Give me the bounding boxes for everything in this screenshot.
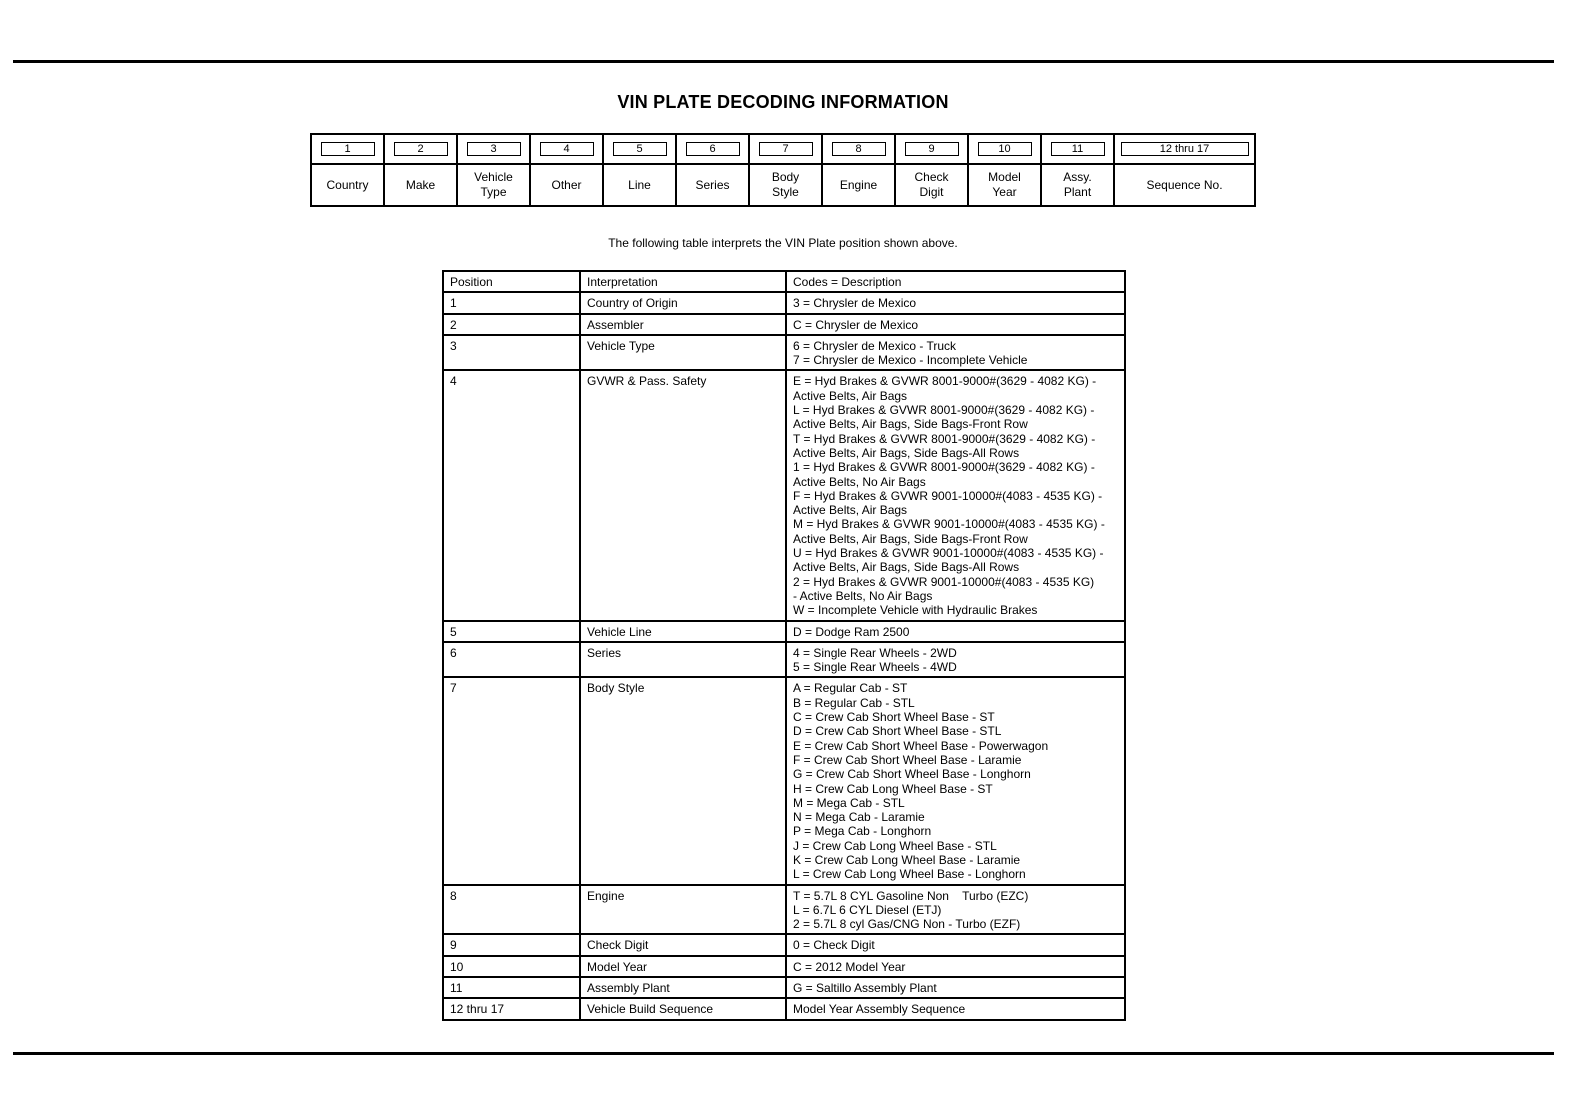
header-codes: Codes = Description [786, 271, 1125, 292]
code-line: Active Belts, Air Bags, Side Bags-Front Row [793, 531, 1028, 546]
vin-position-box [969, 135, 1042, 165]
vin-position-number: 1 [321, 142, 375, 156]
vin-position-box [677, 135, 750, 165]
code-line: G = Crew Cab Short Wheel Base - Longhorn [793, 767, 1031, 782]
table-row [443, 621, 1125, 642]
vin-position-number: 4 [540, 142, 594, 156]
cell-codes [786, 335, 1125, 371]
table-row [443, 977, 1125, 998]
cell-codes [786, 677, 1125, 884]
code-line: Active Belts, Air Bags, Side Bags-All Rows [793, 560, 1020, 575]
table-row [443, 292, 1125, 313]
cell-codes [786, 956, 1125, 977]
code-line: L = 6.7L 6 CYL Diesel (ETJ) [793, 902, 942, 917]
vin-position-box [1115, 135, 1254, 165]
code-line: 4 = Single Rear Wheels - 2WD [793, 645, 957, 660]
cell-position: 5 [443, 621, 580, 642]
code-line: Active Belts, No Air Bags [793, 474, 926, 489]
vin-position-box [531, 135, 604, 165]
code-line: Active Belts, Air Bags [793, 388, 908, 403]
cell-interpretation: Assembly Plant [580, 977, 786, 998]
code-line: T = 5.7L 8 CYL Gasoline Non Turbo (EZC) [793, 888, 1029, 903]
vin-position-label: Series [677, 165, 750, 205]
vin-position-label: Model Year [969, 165, 1042, 205]
cell-position: 8 [443, 885, 580, 935]
code-line: G = Saltillo Assembly Plant [793, 981, 937, 996]
vin-position-label: Check Digit [896, 165, 969, 205]
cell-interpretation: Check Digit [580, 934, 786, 955]
vin-position-number: 9 [905, 142, 959, 156]
vin-position-number: 3 [467, 142, 521, 156]
cell-codes [786, 934, 1125, 955]
code-line: M = Mega Cab - STL [793, 795, 905, 810]
code-line: F = Hyd Brakes & GVWR 9001-10000#(4083 - 4535 KG) - [793, 488, 1103, 503]
cell-position: 12 thru 17 [443, 998, 580, 1019]
header-position: Position [443, 271, 580, 292]
vin-position-label: Country [312, 165, 385, 205]
vin-position-box [1042, 135, 1115, 165]
code-line: - Active Belts, No Air Bags [793, 588, 933, 603]
code-line: E = Crew Cab Short Wheel Base - Powerwagon [793, 738, 1049, 753]
table-row [443, 677, 1125, 884]
vin-position-label: Line [604, 165, 677, 205]
vin-position-number: 8 [832, 142, 886, 156]
code-line: C = 2012 Model Year [793, 959, 906, 974]
code-line: P = Mega Cab - Longhorn [793, 824, 932, 839]
cell-interpretation: Vehicle Build Sequence [580, 998, 786, 1019]
code-line: U = Hyd Brakes & GVWR 9001-10000#(4083 - 4535 KG) - [793, 546, 1104, 561]
code-line: L = Crew Cab Long Wheel Base - Longhorn [793, 867, 1026, 882]
vin-position-box [750, 135, 823, 165]
code-line: W = Incomplete Vehicle with Hydraulic Brakes [793, 603, 1038, 618]
code-line: 3 = Chrysler de Mexico [793, 296, 917, 311]
table-row [443, 314, 1125, 335]
cell-position: 4 [443, 370, 580, 620]
cell-position: 3 [443, 335, 580, 371]
vin-position-box [896, 135, 969, 165]
code-line: N = Mega Cab - Laramie [793, 810, 925, 825]
table-row [443, 335, 1125, 371]
intro-text: The following table interprets the VIN Plate position shown above. [608, 236, 958, 250]
cell-codes [786, 885, 1125, 935]
table-header-row [443, 271, 1125, 292]
cell-interpretation: Vehicle Type [580, 335, 786, 371]
vin-position-box [823, 135, 896, 165]
vin-position-number: 7 [759, 142, 813, 156]
vin-position-box [385, 135, 458, 165]
code-line: M = Hyd Brakes & GVWR 9001-10000#(4083 - 4535 KG) - [793, 517, 1105, 532]
cell-codes [786, 370, 1125, 620]
table-row [443, 885, 1125, 935]
vin-position-label: Body Style [750, 165, 823, 205]
cell-interpretation: Vehicle Line [580, 621, 786, 642]
code-line: 6 = Chrysler de Mexico - Truck [793, 338, 957, 353]
cell-interpretation: Assembler [580, 314, 786, 335]
code-line: Active Belts, Air Bags, Side Bags-Front Row [793, 417, 1028, 432]
vin-plate-diagram [310, 133, 1256, 207]
vin-position-number: 12 thru 17 [1121, 142, 1249, 156]
vin-position-label: Sequence No. [1146, 177, 1223, 192]
vin-position-number: 10 [978, 142, 1032, 156]
cell-codes [786, 314, 1125, 335]
vin-position-label: Engine [823, 165, 896, 205]
cell-codes [786, 621, 1125, 642]
table-row [443, 998, 1125, 1019]
code-line: 2 = 5.7L 8 cyl Gas/CNG Non - Turbo (EZF) [793, 917, 1021, 932]
cell-position: 9 [443, 934, 580, 955]
vin-position-label: Make [385, 165, 458, 205]
code-line: 2 = Hyd Brakes & GVWR 9001-10000#(4083 - 4535 KG) [793, 574, 1095, 589]
code-line: E = Hyd Brakes & GVWR 8001-9000#(3629 - 4082 KG) - [793, 374, 1097, 389]
header-interpretation: Interpretation [580, 271, 786, 292]
table-row [443, 370, 1125, 620]
code-line: 1 = Hyd Brakes & GVWR 8001-9000#(3629 - 4082 KG) - [793, 460, 1095, 475]
vin-position-box [604, 135, 677, 165]
code-line: A = Regular Cab - ST [793, 681, 908, 696]
cell-position: 2 [443, 314, 580, 335]
cell-codes [786, 977, 1125, 998]
code-line: 7 = Chrysler de Mexico - Incomplete Vehicle [793, 353, 1028, 368]
cell-interpretation: Engine [580, 885, 786, 935]
cell-position: 1 [443, 292, 580, 313]
cell-interpretation: Body Style [580, 677, 786, 884]
code-line: Active Belts, Air Bags [793, 503, 908, 518]
cell-position: 6 [443, 642, 580, 678]
code-line: D = Dodge Ram 2500 [793, 624, 910, 639]
table-row [443, 934, 1125, 955]
vin-position-label: Other [531, 165, 604, 205]
cell-position: 10 [443, 956, 580, 977]
top-rule [13, 60, 1554, 63]
vin-position-box [312, 135, 385, 165]
table-row [443, 956, 1125, 977]
code-line: J = Crew Cab Long Wheel Base - STL [793, 838, 997, 853]
code-line: D = Crew Cab Short Wheel Base - STL [793, 724, 1002, 739]
code-line: L = Hyd Brakes & GVWR 8001-9000#(3629 - 4082 KG) - [793, 403, 1095, 418]
cell-codes [786, 642, 1125, 678]
vin-decoding-table [442, 270, 1126, 1021]
code-line: Model Year Assembly Sequence [793, 1002, 966, 1017]
vin-position-number: 5 [613, 142, 667, 156]
code-line: H = Crew Cab Long Wheel Base - ST [793, 781, 993, 796]
page-title: VIN PLATE DECODING INFORMATION [617, 92, 949, 112]
code-line: B = Regular Cab - STL [793, 695, 915, 710]
cell-interpretation: Country of Origin [580, 292, 786, 313]
code-line: C = Chrysler de Mexico [793, 317, 919, 332]
code-line: 0 = Check Digit [793, 938, 875, 953]
table-row [443, 642, 1125, 678]
cell-codes [786, 998, 1125, 1019]
code-line: T = Hyd Brakes & GVWR 8001-9000#(3629 - 4082 KG) - [793, 431, 1096, 446]
code-line: C = Crew Cab Short Wheel Base - ST [793, 710, 995, 725]
code-line: F = Crew Cab Short Wheel Base - Laramie [793, 752, 1022, 767]
cell-codes [786, 292, 1125, 313]
code-line: K = Crew Cab Long Wheel Base - Laramie [793, 852, 1021, 867]
vin-position-label: Vehicle Type [458, 165, 531, 205]
code-line: Active Belts, Air Bags, Side Bags-All Rows [793, 445, 1020, 460]
cell-position: 7 [443, 677, 580, 884]
bottom-rule [13, 1052, 1554, 1055]
vin-position-number: 6 [686, 142, 740, 156]
vin-position-number: 2 [394, 142, 448, 156]
cell-interpretation: GVWR & Pass. Safety [580, 370, 786, 620]
cell-interpretation: Model Year [580, 956, 786, 977]
vin-position-box [458, 135, 531, 165]
cell-interpretation: Series [580, 642, 786, 678]
vin-position-label: Assy. Plant [1042, 165, 1115, 205]
code-line: 5 = Single Rear Wheels - 4WD [793, 660, 957, 675]
cell-position: 11 [443, 977, 580, 998]
vin-position-number: 11 [1051, 142, 1105, 156]
